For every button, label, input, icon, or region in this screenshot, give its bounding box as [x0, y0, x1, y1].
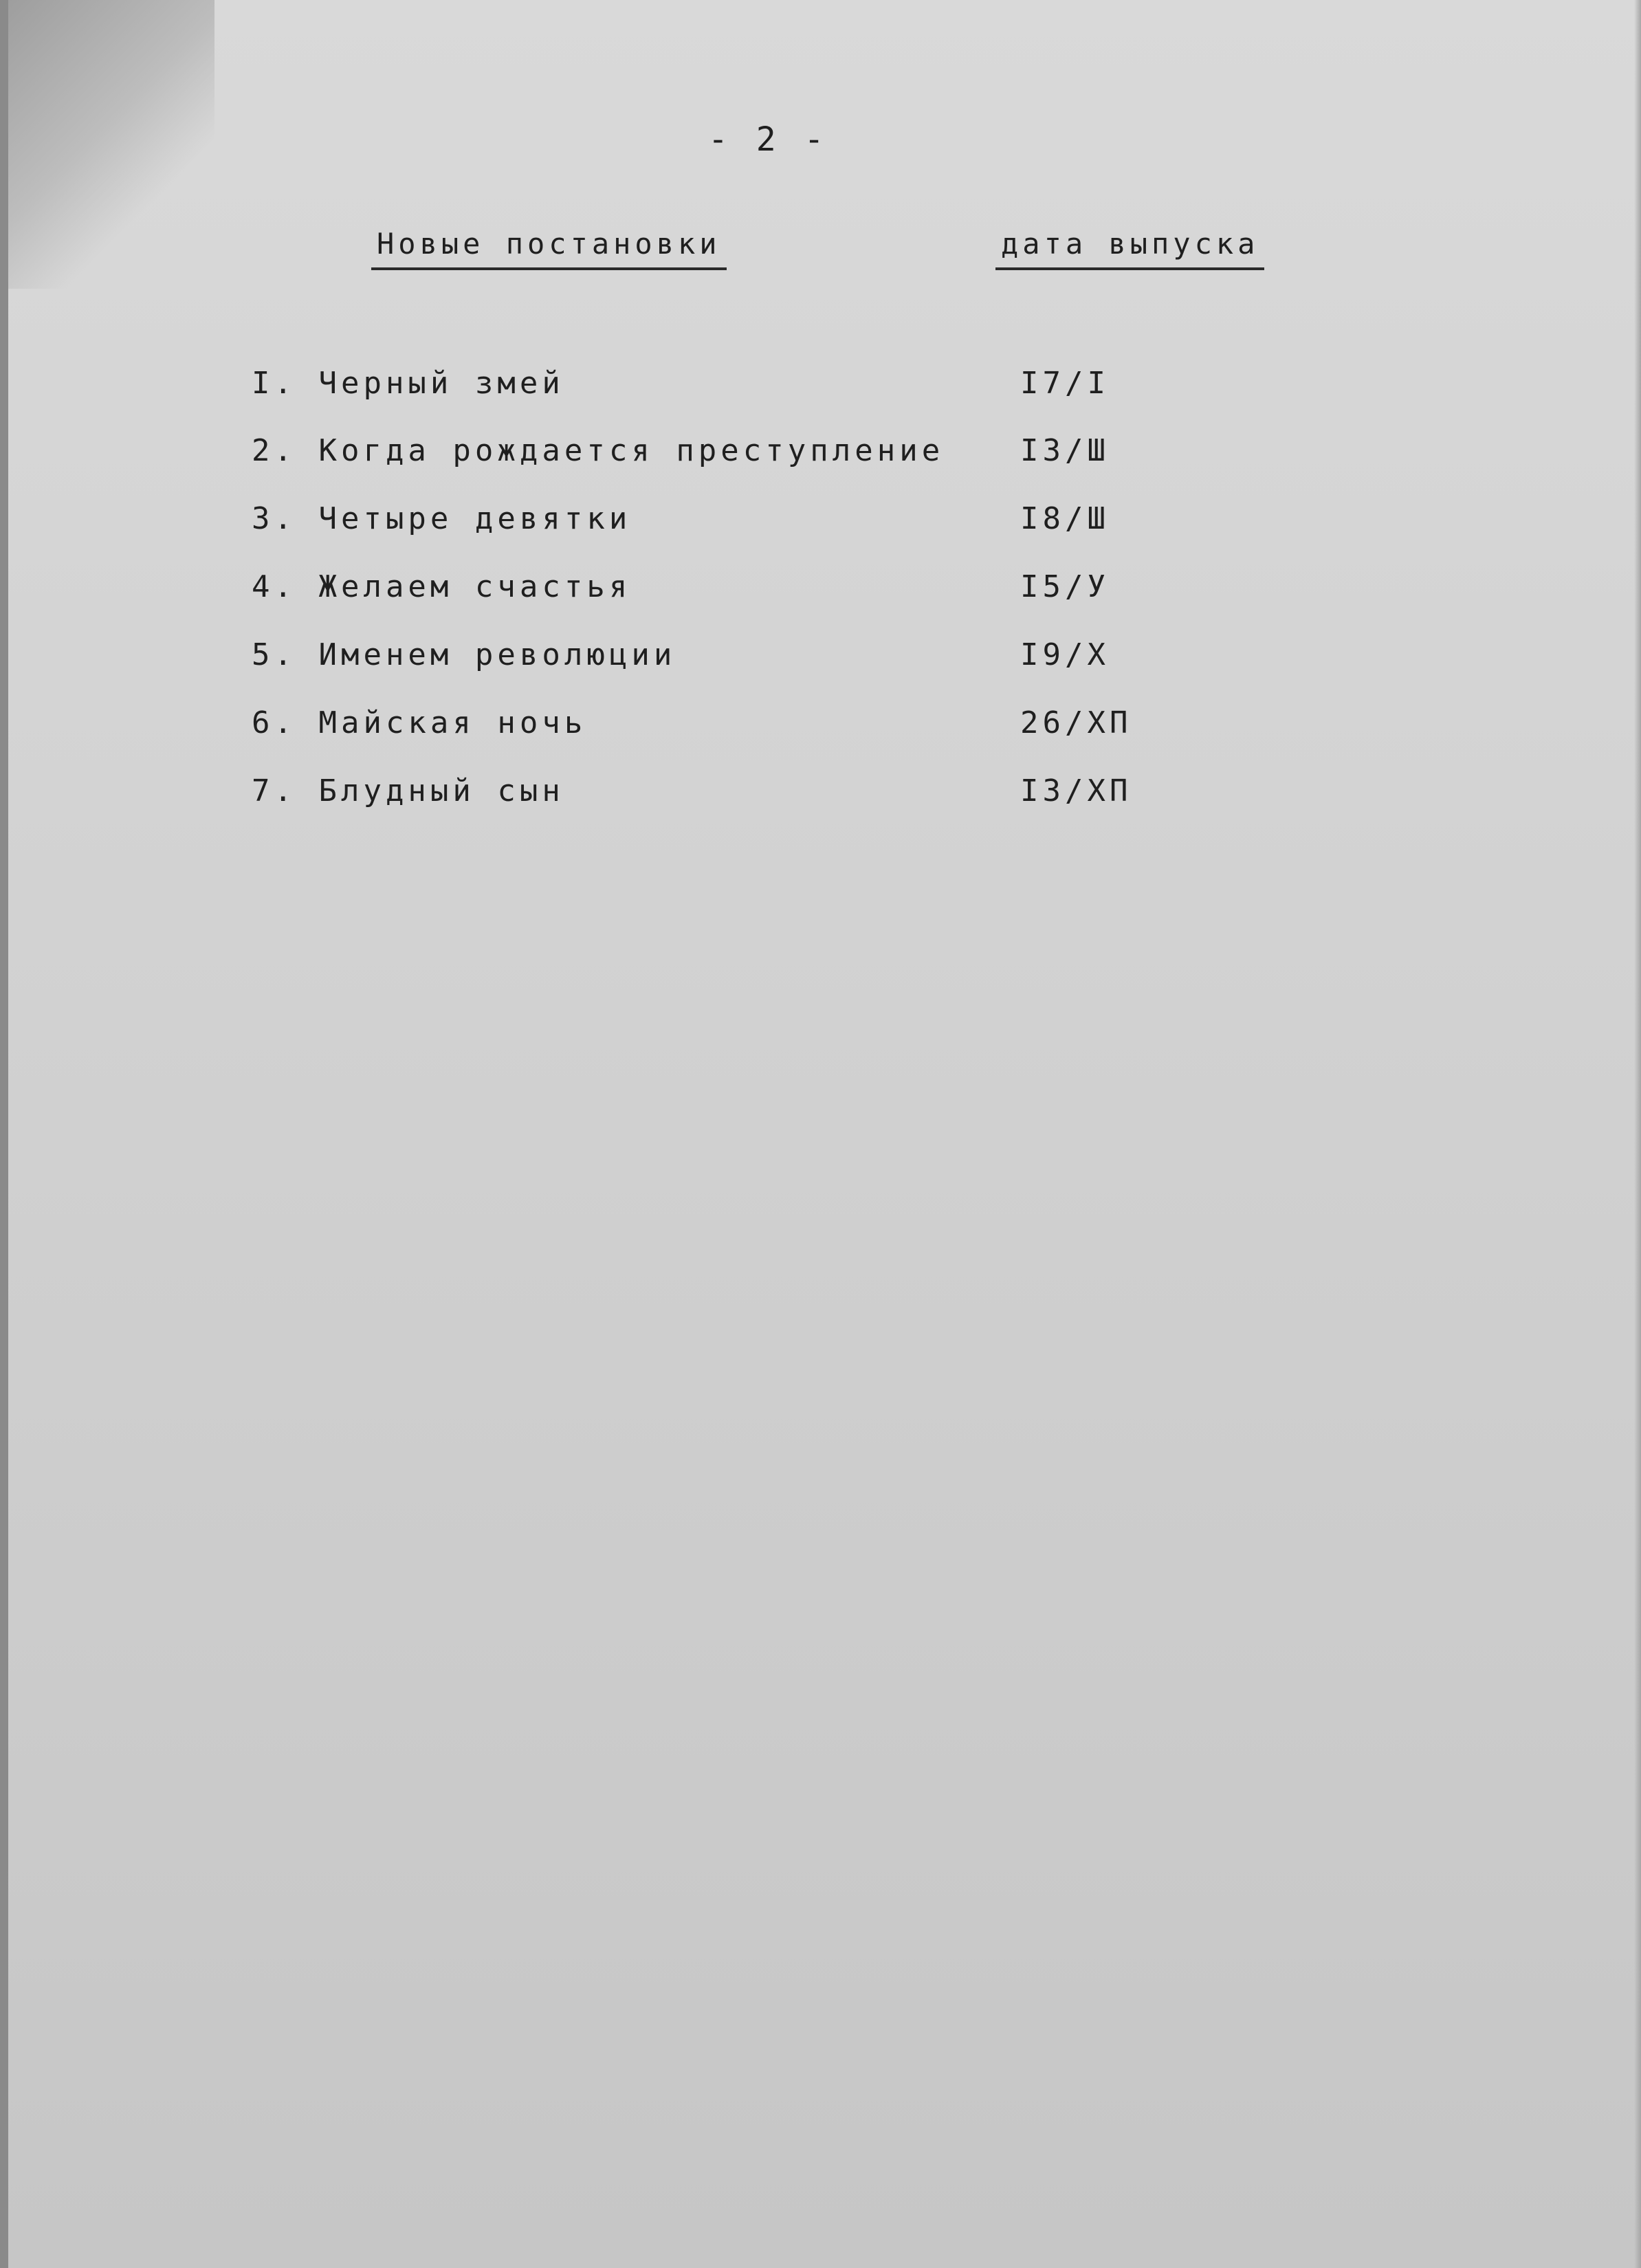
page-edge-shadow: [1634, 0, 1641, 2268]
column-header-date: дата выпуска: [995, 227, 1264, 270]
page-number: - 2 -: [708, 120, 828, 159]
column-header-title: Новые постановки: [371, 227, 727, 270]
release-date: I3/ХП: [1020, 773, 1132, 808]
production-title: 5. Именем революции: [252, 637, 676, 672]
production-title: I. Черный змей: [252, 366, 564, 401]
document-page: [8, 0, 1641, 2268]
release-date: I9/Х: [1020, 637, 1110, 672]
production-title: 2. Когда рождается преступление: [252, 433, 945, 468]
production-title: 3. Четыре девятки: [252, 501, 632, 536]
production-title: 7. Блудный сын: [252, 773, 564, 808]
folded-corner: [8, 0, 214, 289]
release-date: I3/Ш: [1020, 433, 1110, 468]
release-date: I7/I: [1020, 366, 1110, 401]
release-date: I8/Ш: [1020, 501, 1110, 536]
production-title: 4. Желаем счастья: [252, 569, 632, 604]
release-date: 26/ХП: [1020, 705, 1132, 740]
production-title: 6. Майская ночь: [252, 705, 587, 740]
release-date: I5/У: [1020, 569, 1110, 604]
